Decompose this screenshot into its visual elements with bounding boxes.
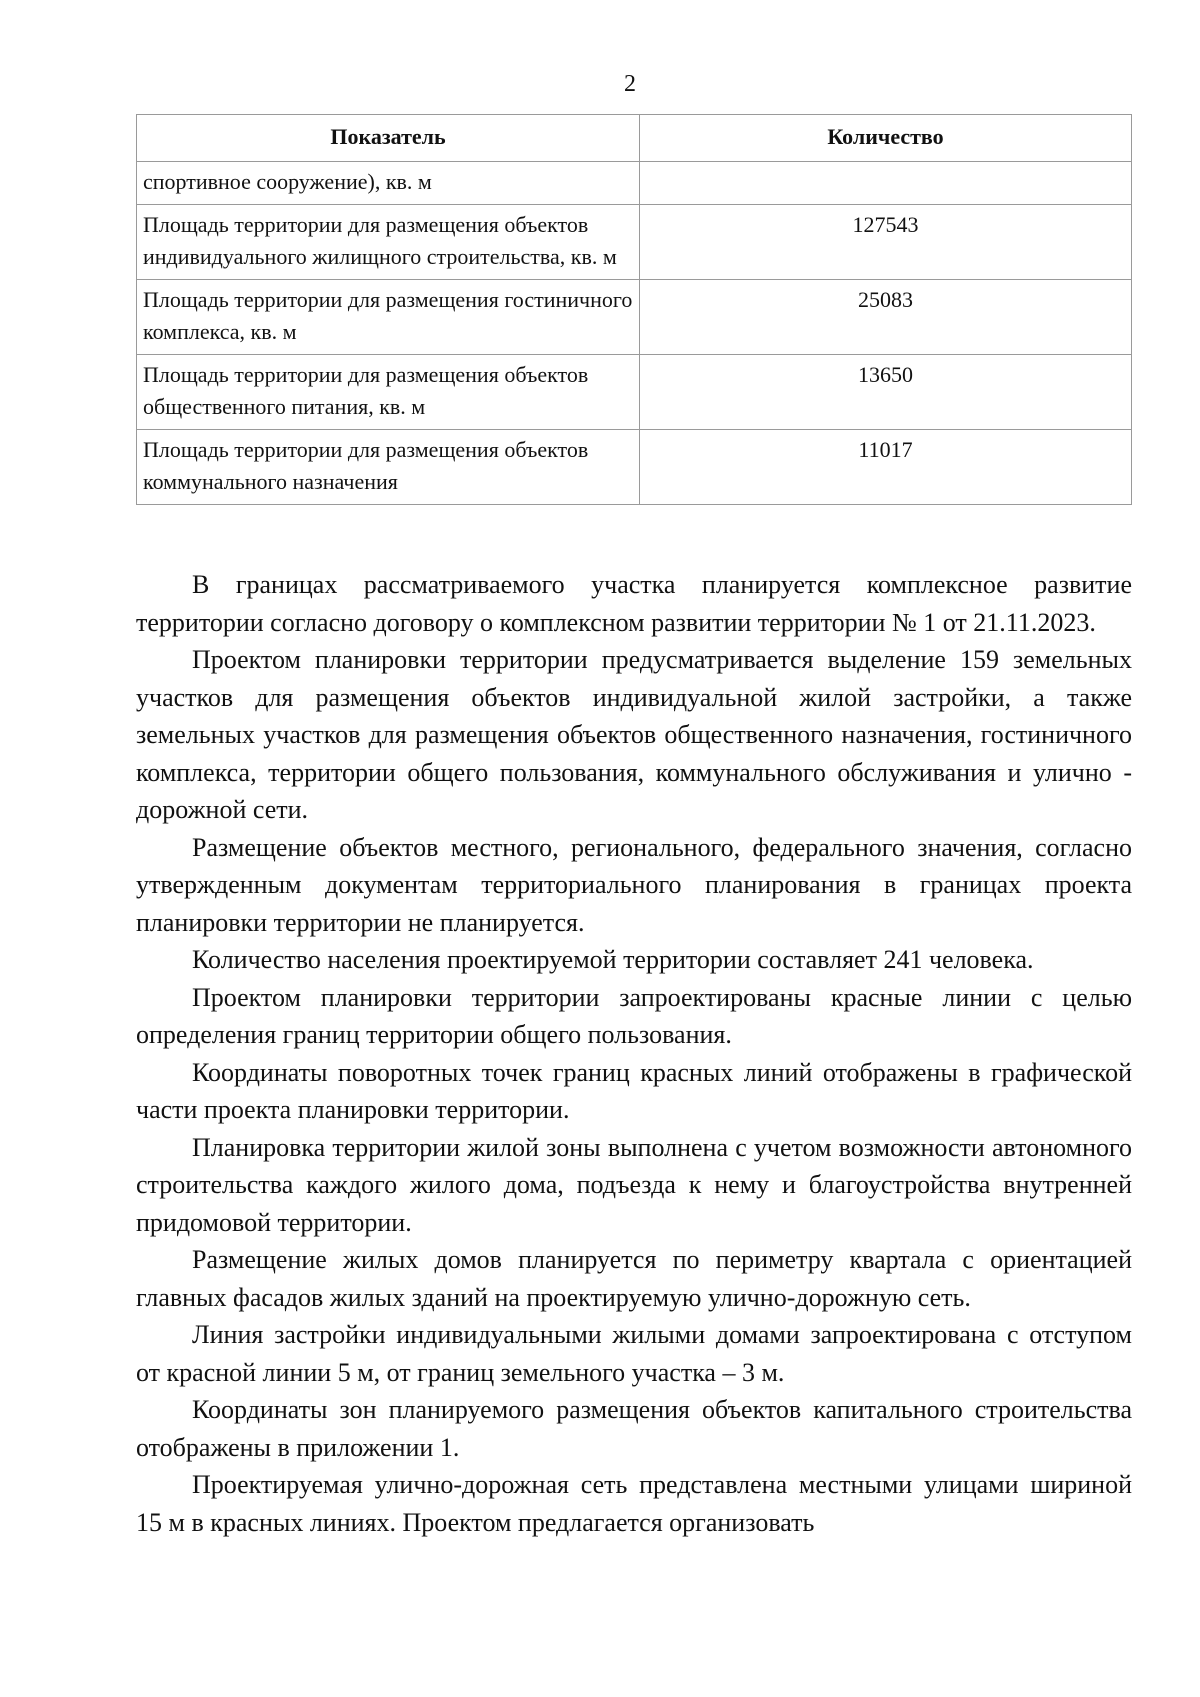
table-row [137, 280, 1132, 355]
page-number: 2 [624, 71, 636, 97]
column-header-indicator: Показатель [137, 115, 640, 162]
indicator-name: Площадь территории для размещения объектов общественного питания, кв. м [137, 355, 640, 430]
body-text [136, 566, 1132, 1541]
paragraph: В границах рассматриваемого участка планируется комплексное развитие территории согласно договору о комплексном развитии территории № 1 от 21.11.2023. [136, 570, 1132, 637]
paragraph: Координаты поворотных точек границ красных линий отображены в графической части проекта планировки территории. [136, 1057, 1132, 1124]
indicator-value: 13650 [640, 355, 1132, 430]
paragraph: Размещение объектов местного, регионального, федерального значения, согласно утвержденным документам территориального планирования в границах проекта планировки территории не планируется. [136, 832, 1132, 937]
paragraph: Линия застройки индивидуальными жилыми домами запроектирована с отступом от красной линии 5 м, от границ земельного участка – 3 м. [136, 1320, 1132, 1387]
table-header-row [137, 115, 1132, 162]
paragraph: Проектом планировки территории предусматривается выделение 159 земельных участков для размещения объектов индивидуальной жилой застройки, а также земельных участков для размещения объектов общественного назначения, гостиничного комплекса, территории общего пользования, коммунального обслуживания и улично - дорожной сети. [136, 645, 1132, 824]
paragraph: Проектируемая улично-дорожная сеть представлена местными улицами шириной 15 м в красных линиях. Проектом предлагается организовать [136, 1470, 1132, 1537]
indicator-value: 127543 [640, 205, 1132, 280]
indicator-value: 11017 [640, 430, 1132, 505]
table-row [137, 430, 1132, 505]
indicator-value: 25083 [640, 280, 1132, 355]
indicator-name: Площадь территории для размещения гостиничного комплекса, кв. м [137, 280, 640, 355]
column-header-quantity: Количество [640, 115, 1132, 162]
indicator-name: Площадь территории для размещения объектов индивидуального жилищного строительства, кв. м [137, 205, 640, 280]
paragraph: Планировка территории жилой зоны выполнена с учетом возможности автономного строительства каждого жилого дома, подъезда к нему и благоустройства внутренней придомовой территории. [136, 1132, 1132, 1237]
indicator-value [640, 162, 1132, 205]
paragraph: Проектом планировки территории запроектированы красные линии с целью определения границ территории общего пользования. [136, 982, 1132, 1049]
table-row [137, 162, 1132, 205]
indicator-name: Площадь территории для размещения объектов коммунального назначения [137, 430, 640, 505]
indicators-table [136, 114, 1132, 505]
paragraph: Координаты зон планируемого размещения объектов капитального строительства отображены в приложении 1. [136, 1395, 1132, 1462]
table-row [137, 355, 1132, 430]
table-row [137, 205, 1132, 280]
indicator-name: спортивное сооружение), кв. м [137, 162, 640, 205]
paragraph: Количество населения проектируемой территории составляет 241 человека. [192, 945, 1034, 974]
paragraph: Размещение жилых домов планируется по периметру квартала с ориентацией главных фасадов жилых зданий на проектируемую улично-дорожную сеть. [136, 1245, 1132, 1312]
